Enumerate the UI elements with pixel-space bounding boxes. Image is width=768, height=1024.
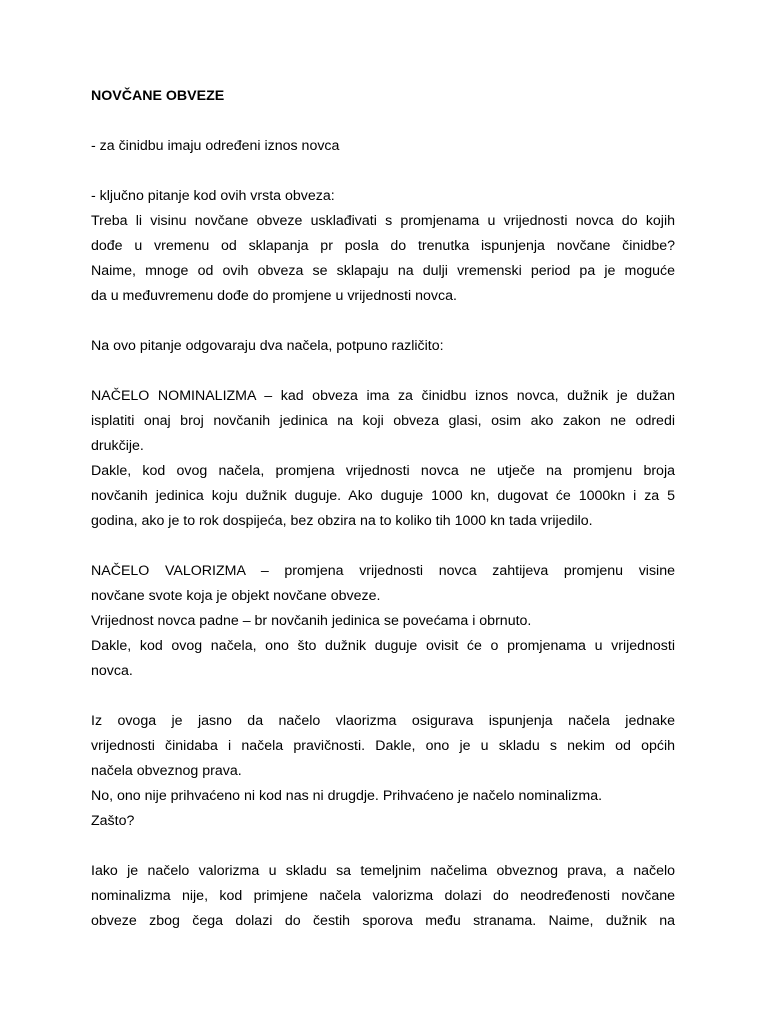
- paragraph: [91, 709, 675, 784]
- paragraph: [91, 134, 675, 159]
- text-line: Dakle, kod ovog načela, promjena vrijednosti novca ne utječe na promjenu broja: [91, 463, 675, 479]
- text-line: Naime, mnoge od ovih obveza se sklapaju na dulji vremenski period pa je moguće: [91, 263, 675, 279]
- text-line: Treba li visinu novčane obveze usklađivati s promjenama u vrijednosti novca do kojih: [91, 213, 675, 229]
- paragraph-gap: [91, 359, 675, 384]
- text-line: obveze zbog čega dolazi do čestih sporova među stranama. Naime, dužnik na: [91, 913, 675, 929]
- text-line: - ključno pitanje kod ovih vrsta obveza:: [91, 188, 335, 204]
- text-line: nominalizma nije, kod primjene načela valorizma dolazi do neodređenosti novčane: [91, 888, 675, 904]
- text-line: Na ovo pitanje odgovaraju dva načela, potpuno različito:: [91, 338, 444, 354]
- text-line: vrijednosti činidaba i načela pravičnosti. Dakle, ono je u skladu s nekim od općih: [91, 738, 675, 754]
- paragraph: [91, 384, 675, 459]
- text-line: godina, ako je to rok dospijeća, bez obzira na to koliko tih 1000 kn tada vrijedilo.: [91, 513, 593, 529]
- paragraph-gap: [91, 109, 675, 134]
- text-line: novčane svote koja je objekt novčane obveze.: [91, 588, 381, 604]
- text-line: Dakle, kod ovog načela, ono što dužnik duguje ovisit će o promjenama u vrijednosti: [91, 638, 675, 654]
- text-line: Vrijednost novca padne – br novčanih jedinica se povećama i obrnuto.: [91, 613, 532, 629]
- text-line: dođe u vremenu od sklapanja pr posla do trenutka ispunjenja novčane činidbe?: [91, 238, 675, 254]
- paragraph-gap: [91, 534, 675, 559]
- text-line: isplatiti onaj broj novčanih jedinica na koji obveza glasi, osim ako zakon ne odredi: [91, 413, 675, 429]
- paragraph-gap: [91, 309, 675, 334]
- text-line: drukčije.: [91, 438, 144, 454]
- text-line: novca.: [91, 663, 133, 679]
- paragraph: [91, 634, 675, 684]
- paragraph-gap: [91, 684, 675, 709]
- text-line: da u međuvremenu dođe do promjene u vrijednosti novca.: [91, 288, 457, 304]
- paragraph: [91, 609, 675, 634]
- text-line: Iz ovoga je jasno da načelo vlaorizma osigurava ispunjenja načela jednake: [91, 713, 675, 729]
- paragraph: [91, 859, 675, 934]
- paragraph: [91, 784, 675, 834]
- text-line: No, ono nije prihvaćeno ni kod nas ni drugdje. Prihvaćeno je načelo nominalizma.: [91, 788, 603, 804]
- text-line: načela obveznog prava.: [91, 763, 242, 779]
- paragraph: [91, 184, 675, 209]
- text-line: Iako je načelo valorizma u skladu sa temeljnim načelima obveznog prava, a načelo: [91, 863, 675, 879]
- document-body: [91, 84, 675, 934]
- paragraph: [91, 459, 675, 534]
- paragraph: [91, 334, 675, 359]
- paragraph: [91, 559, 675, 609]
- text-line: NAČELO NOMINALIZMA – kad obveza ima za činidbu iznos novca, dužnik je dužan: [91, 388, 675, 404]
- text-line: novčanih jedinica koju dužnik duguje. Ako duguje 1000 kn, dugovat će 1000kn i za 5: [91, 488, 675, 504]
- paragraph-gap: [91, 834, 675, 859]
- text-line: NAČELO VALORIZMA – promjena vrijednosti novca zahtijeva promjenu visine: [91, 563, 675, 579]
- document-title: NOVČANE OBVEZE: [91, 88, 225, 104]
- text-line: Zašto?: [91, 813, 135, 829]
- paragraph-gap: [91, 159, 675, 184]
- paragraph: [91, 209, 675, 309]
- text-line: - za činidbu imaju određeni iznos novca: [91, 138, 340, 154]
